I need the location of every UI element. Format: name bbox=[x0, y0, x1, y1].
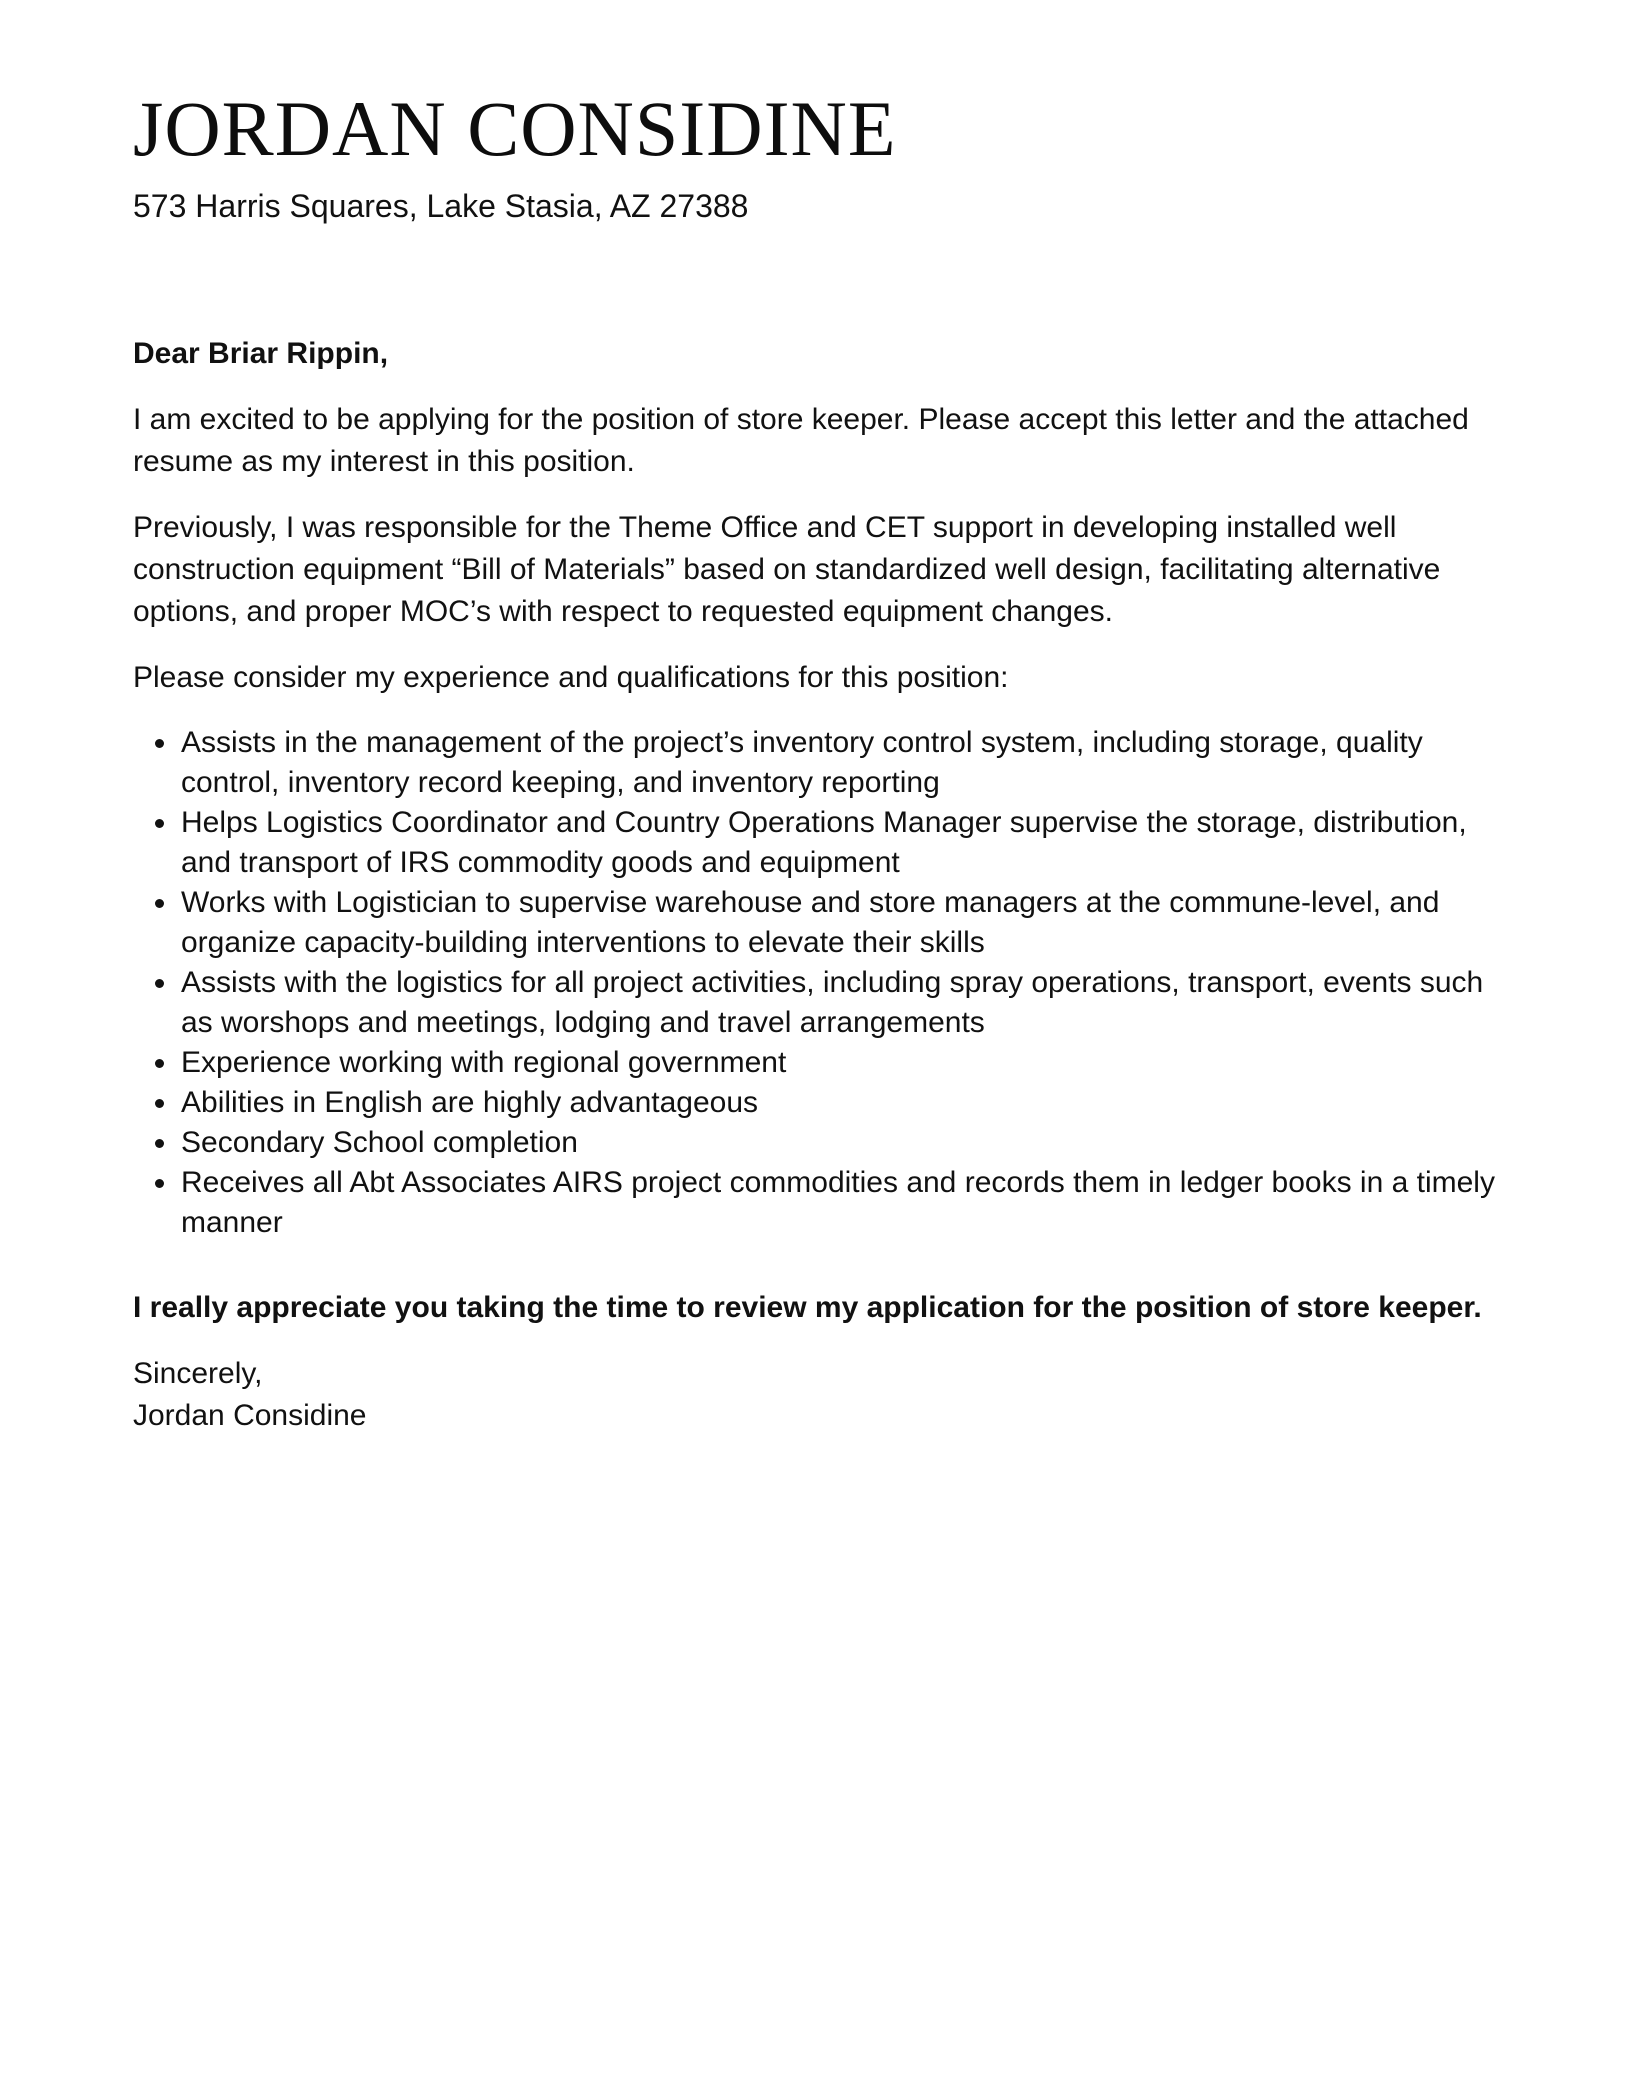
list-item bbox=[181, 1123, 1508, 1163]
applicant-name: JORDAN CONSIDINE bbox=[133, 85, 897, 172]
list-item-text: Assists with the logistics for all project activities, including spray operations, transport, events such as worshops and meetings, lodging and travel arrangements bbox=[181, 966, 1484, 1039]
closing-statement: I really appreciate you taking the time to review my application for the position of store keeper. bbox=[133, 1291, 1482, 1324]
list-item-text: Assists in the management of the project’s inventory control system, including storage, quality control, inventory record keeping, and inventory reporting bbox=[181, 726, 1423, 799]
list-item bbox=[181, 803, 1508, 883]
applicant-address: 573 Harris Squares, Lake Stasia, AZ 27388 bbox=[133, 188, 749, 224]
list-item bbox=[181, 963, 1508, 1043]
qualifications-intro: Please consider my experience and qualifications for this position: bbox=[133, 661, 1009, 694]
list-item bbox=[181, 723, 1508, 803]
bullet-icon bbox=[155, 1179, 164, 1188]
signature-block bbox=[133, 1353, 1508, 1437]
list-item bbox=[181, 1043, 1508, 1083]
signoff-text: Sincerely, bbox=[133, 1357, 263, 1390]
bullet-icon bbox=[155, 819, 164, 828]
list-item-text: Helps Logistics Coordinator and Country Operations Manager supervise the storage, distribution, and transport of IRS commodity goods and equipment bbox=[181, 806, 1467, 879]
list-item-text: Receives all Abt Associates AIRS project commodities and records them in ledger books in a timely manner bbox=[181, 1166, 1495, 1239]
bullet-icon bbox=[155, 1139, 164, 1148]
bullet-icon bbox=[155, 1059, 164, 1068]
bullet-icon bbox=[155, 739, 164, 748]
cover-letter-page bbox=[133, 0, 1508, 1437]
list-item-text: Secondary School completion bbox=[181, 1126, 578, 1159]
signature-name: Jordan Considine bbox=[133, 1399, 367, 1432]
qualifications-list bbox=[133, 723, 1508, 1243]
bullet-icon bbox=[155, 1099, 164, 1108]
list-item bbox=[181, 1163, 1508, 1243]
salutation: Dear Briar Rippin, bbox=[133, 337, 389, 370]
bullet-icon bbox=[155, 899, 164, 908]
list-item bbox=[181, 1083, 1508, 1123]
experience-paragraph: Previously, I was responsible for the Theme Office and CET support in developing installed well construction equipment “Bill of Materials” based on standardized well design, facilitating alternative options, and proper MOC’s with respect to requested equipment changes. bbox=[133, 511, 1441, 628]
intro-paragraph: I am excited to be applying for the position of store keeper. Please accept this letter and the attached resume as my interest in this position. bbox=[133, 403, 1469, 478]
bullet-icon bbox=[155, 979, 164, 988]
list-item-text: Abilities in English are highly advantageous bbox=[181, 1086, 759, 1119]
list-item-text: Experience working with regional government bbox=[181, 1046, 787, 1079]
list-item-text: Works with Logistician to supervise warehouse and store managers at the commune-level, and organize capacity-building interventions to elevate their skills bbox=[181, 886, 1440, 959]
list-item bbox=[181, 883, 1508, 963]
